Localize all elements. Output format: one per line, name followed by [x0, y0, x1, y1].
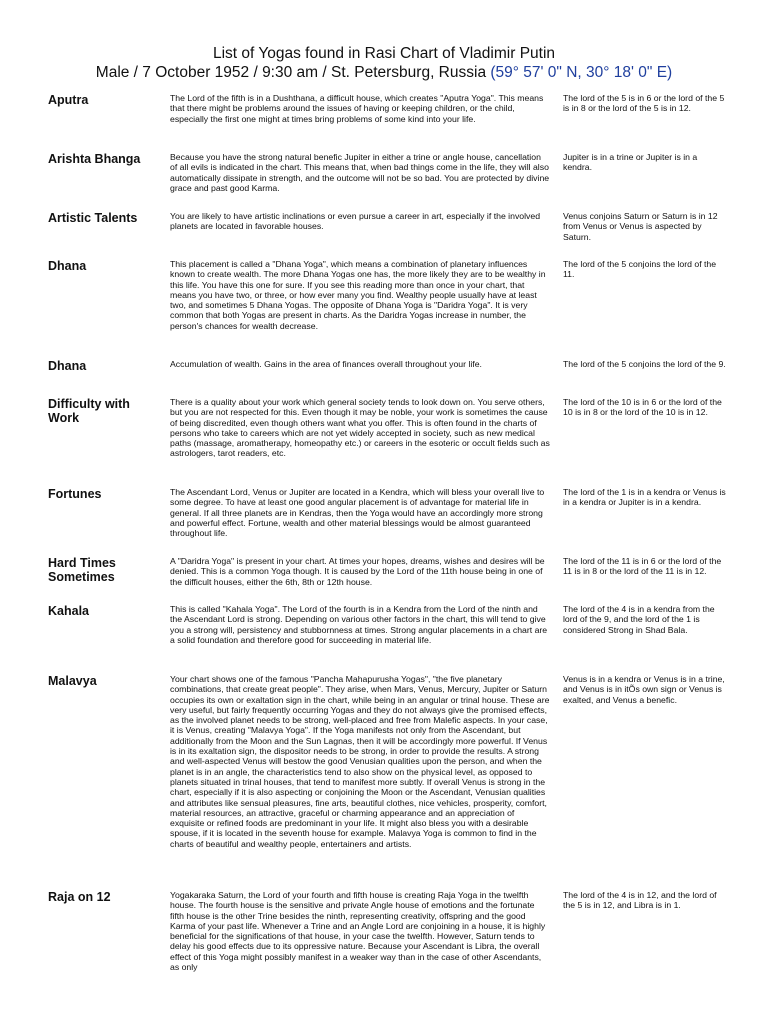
- yoga-condition: The lord of the 10 is in 6 or the lord of the 10 is in 8 or the lord of the 10 is in 12.: [563, 397, 722, 418]
- yoga-name: Difficulty with Work: [48, 397, 130, 425]
- yoga-description: Yogakaraka Saturn, the Lord of your fourth and fifth house is creating Raja Yoga in the twelfth house. The fourth house is the sensitive and private Angle house of emotions and the fortunate fifth house is the other Trine besides the ninth, representing creativity, offspring and the good Karma of your past life. Whenever a Trine and an Angle Lord are conjoining in a house, it is highly beneficial for the significations of that house, in your case the twelfth. However, Saturn tends to delay his good effects due to its oppressive nature. Because your Ascendant is Libra, the overall effect of this Yoga might possibly manifest in a weaker way than in the case of other Ascendants, as only: [170, 890, 546, 973]
- yoga-condition: Venus is in a kendra or Venus is in a trine, and Venus is in itÕs own sign or Venus is exalted, and Venus a benefic.: [563, 674, 725, 705]
- yoga-name: Malavya: [48, 674, 97, 688]
- yoga-name: Dhana: [48, 259, 87, 273]
- yoga-name: Fortunes: [48, 487, 102, 501]
- yoga-condition: Venus conjoins Saturn or Saturn is in 12 from Venus or Venus is aspected by Saturn.: [563, 211, 718, 242]
- document-subtitle: [0, 63, 768, 82]
- yoga-condition: The lord of the 11 is in 6 or the lord of the 11 is in 8 or the lord of the 11 is in 12.: [563, 556, 722, 577]
- document-header: [0, 44, 768, 82]
- birth-coordinates: (59° 57' 0" N, 30° 18' 0" E): [490, 64, 673, 81]
- yoga-condition: The lord of the 5 conjoins the lord of the 11.: [563, 259, 717, 280]
- yoga-name: Hard Times Sometimes: [48, 556, 116, 584]
- yoga-name: Dhana: [48, 359, 87, 373]
- yoga-description: There is a quality about your work which general society tends to look down on. You serve others, but you are not respected for this. Even though it may be noble, your work is sometimes the cause of being discredited, even though others want what you offer. This is often found in the charts of persons who take to careers which are not yet widely accepted in society, such as new medical paths (massage, aromatherapy, homeopathy etc.) or careers in the esoteric or occult fields such as astrologers, tarot readers, etc.: [170, 397, 550, 459]
- document-title: List of Yogas found in Rasi Chart of Vladimir Putin: [212, 45, 556, 62]
- yoga-description: A "Daridra Yoga" is present in your chart. At times your hopes, dreams, wishes and desires will be denied. This is a common Yoga though. It is caused by the Lord of the 11th house being in one of the difficult houses, either the 6th, 8th or 12th house.: [170, 556, 545, 587]
- yoga-name: Kahala: [48, 604, 89, 618]
- yoga-description: Accumulation of wealth. Gains in the area of finances overall throughout your life.: [170, 359, 482, 369]
- yoga-name: Arishta Bhanga: [48, 152, 141, 166]
- yoga-description: The Lord of the fifth is in a Dushthana, a difficult house, which creates "Aputra Yoga". This means that there might be problems around the issues of having or keeping children, or the child, especially the first one might at times bring problems of some kind into your life.: [170, 93, 544, 124]
- yoga-condition: The lord of the 1 is in a kendra or Venus is in a kendra or Jupiter is in a kendra.: [563, 487, 726, 508]
- birth-details: Male / 7 October 1952 / 9:30 am / St. Petersburg, Russia: [95, 64, 487, 81]
- yoga-description: Because you have the strong natural benefic Jupiter in either a trine or angle house, cancellation of all evils is indicated in the chart. This means that, when bad things come in the life, they will also automatically dissipate in strength, and the outcome will not be so bad. You are protected by divine grace and past good Karma.: [170, 152, 550, 193]
- yoga-name: Raja on 12: [48, 890, 111, 904]
- yoga-name: Artistic Talents: [48, 211, 138, 225]
- yoga-condition: The lord of the 5 conjoins the lord of the 9.: [563, 359, 726, 369]
- yoga-description: This placement is called a "Dhana Yoga", which means a combination of planetary influences known to create wealth. The more Dhana Yogas one has, the more likely they are to be wealthy in this life. You have this one for sure. If you see this reading more than once in your chart, that means you have two, or three, or how ever many you find. Wealthy people usually have at least two, and sometimes 5 Dhana Yogas. The opposite of Dhana Yoga is "Daridra Yoga". It is very common that both Yogas are present in charts. As the Daridra Yogas increase in number, the person's chances for wealth decrease.: [170, 259, 546, 331]
- yoga-description: You are likely to have artistic inclinations or even pursue a career in art, especially if the involved planets are located in favorable houses.: [170, 211, 541, 232]
- yoga-name: Aputra: [48, 93, 89, 107]
- yoga-condition: The lord of the 5 is in 6 or the lord of the 5 is in 8 or the lord of the 5 is in 12.: [563, 93, 725, 114]
- yoga-condition: The lord of the 4 is in a kendra from the lord of the 9, and the lord of the 1 is considered Strong in Shad Bala.: [563, 604, 715, 635]
- yoga-description: Your chart shows one of the famous "Pancha Mahapurusha Yogas", "the five planetary combinations, that create great people". They arise, when Mars, Venus, Mercury, Jupiter or Saturn occupies its own or exaltation sign in the chart, while being in an angular or trinal house. These are very useful, but fairly frequently occurring Yogas and they do not always give the promised effects, as the involved planet needs to be strong, well-placed and free from Malefic aspects. In your case, it is Venus, creating "Malavya Yoga". If the Yoga manifests not only from the Ascendant, but additionally from the Moon and the Sun Lagnas, then it will be accordingly more powerful. If Venus is in its exaltation sign, the dispositor needs to be strong, in order to provide the results. A strong and well-aspected Venus will bestow the good Venusian qualities upon the person, and when the planet is in an angle, the characteristics tend to also show on the physical level, as opposed to planets situated in trinal houses, that tend to manifest more subtly. If overall Venus is strong in the chart, especially if it is also aspecting or conjoining the Moon or the Ascendant, Venusian qualities and attributes like sensual pleasures, fine arts, beautiful clothes, nice vehicles, prosperity, comfort, material resources, an attractive, graceful or charming appearance and an appreciation of exquisite or refined foods are predominant in your life. It might also bless you with a desirable spouse, if it is located in the seventh house for example. Malavya Yoga is common to find in the charts of beautiful and wealthy people, entertainers and artists.: [170, 674, 550, 849]
- yoga-condition: Jupiter is in a trine or Jupiter is in a kendra.: [563, 152, 698, 173]
- yoga-description: This is called "Kahala Yoga". The Lord of the fourth is in a Kendra from the Lord of the ninth and the Ascendant Lord is strong. Depending on various other factors in the chart, this will tend to give you a strong will, persistency and stubbornness at times. Strong angular placements in a chart are a solid foundation and therefore good for succeeding in material life.: [170, 604, 548, 645]
- yoga-description: The Ascendant Lord, Venus or Jupiter are located in a Kendra, which will bless your overall live to some degree. To have at least one good angular placement is of advantage for material life in general. If all three planets are in Kendras, then the Yoga would have an accordingly more strong and powerful effect. Fortune, wealth and other material blessings would be almost guaranteed throughout life.: [170, 487, 545, 539]
- yoga-condition: The lord of the 4 is in 12, and the lord of the 5 is in 12, and Libra is in 1.: [563, 890, 717, 911]
